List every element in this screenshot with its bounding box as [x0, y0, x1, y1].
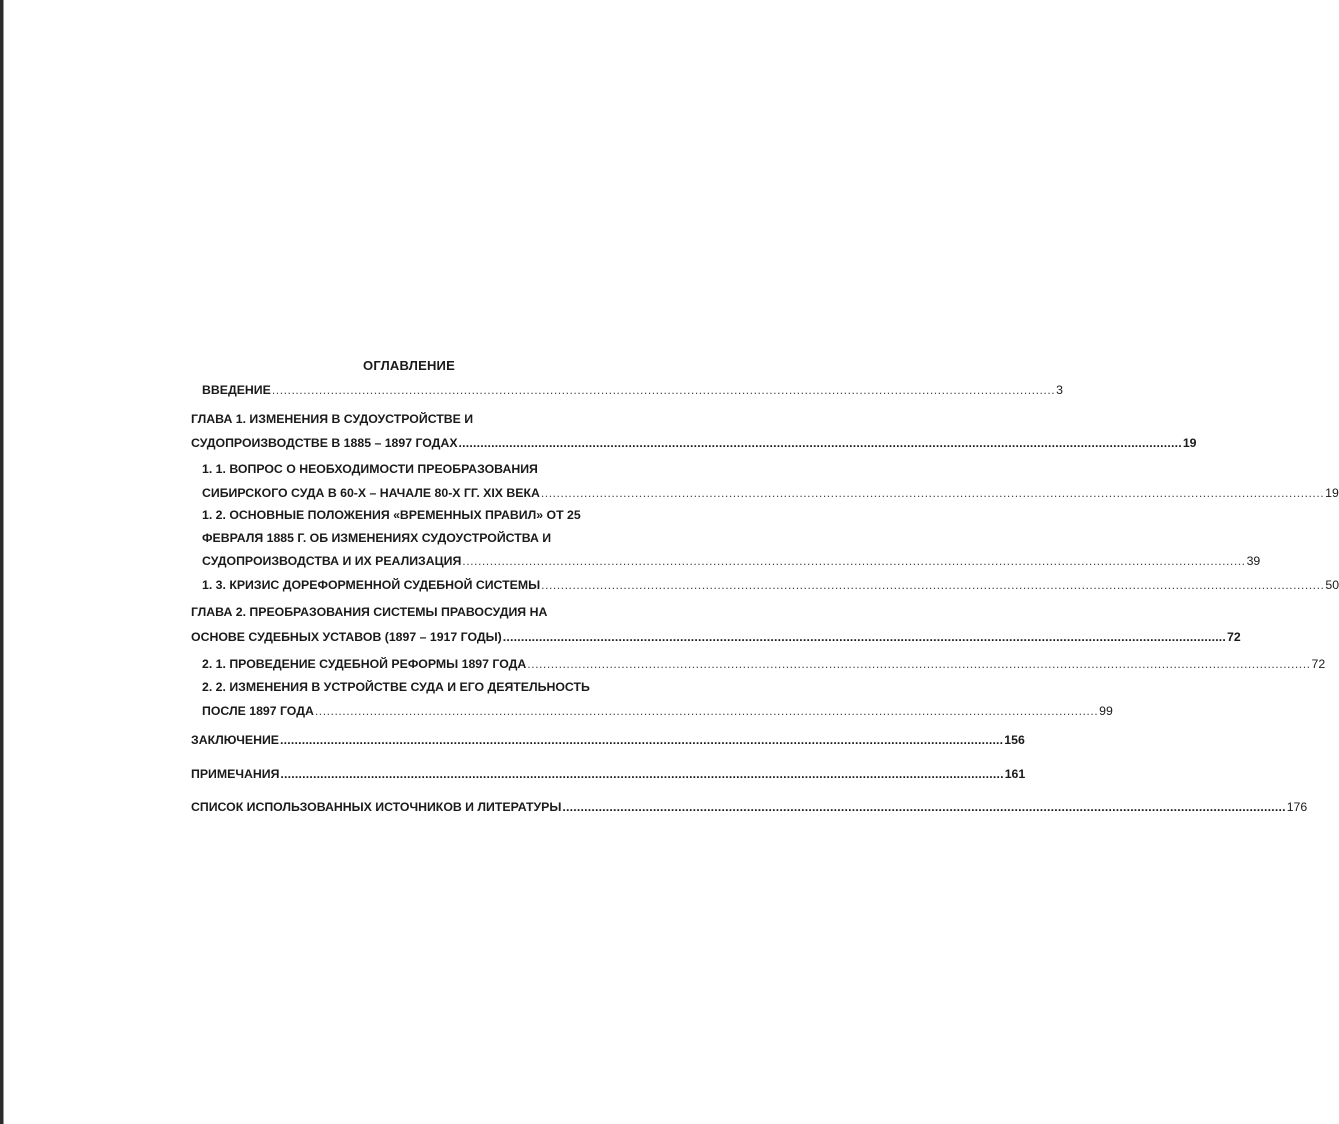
toc-section-1-2-line-1: 1. 2. ОСНОВНЫЕ ПОЛОЖЕНИЯ «ВРЕМЕННЫХ ПРАВИЛ» ОТ 25: [202, 508, 581, 522]
toc-page-number: 156: [1004, 733, 1025, 747]
toc-chapter-2-line-1: ГЛАВА 2. ПРЕОБРАЗОВАНИЯ СИСТЕМЫ ПРАВОСУДИЯ НА: [191, 605, 548, 619]
toc-chapter-1-line-1: ГЛАВА 1. ИЗМЕНЕНИЯ В СУДОУСТРОЙСТВЕ И: [191, 412, 474, 426]
toc-page-number: 72: [1227, 630, 1241, 644]
toc-entry-intro: [202, 381, 1063, 399]
toc-title: ОГЛАВЛЕНИЕ: [363, 358, 455, 373]
toc-entry-label: ВВЕДЕНИЕ: [202, 383, 271, 397]
toc-section-2-2-line-1: 2. 2. ИЗМЕНЕНИЯ В УСТРОЙСТВЕ СУДА И ЕГО ДЕЯТЕЛЬНОСТЬ: [202, 680, 590, 694]
toc-entry-conclusion: ЗАКЛЮЧЕНИЕ ........................................................................................................................................................................................................ 156: [191, 733, 1025, 747]
leader-dots: ........................................................................................................................................................................................................: [541, 578, 1325, 592]
toc-section-1-2-line-3: СУДОПРОИЗВОДСТВА И ИХ РЕАЛИЗАЦИЯ ........................................................................................................................................................................................................ 39: [202, 554, 1261, 568]
toc-page-number: 161: [1004, 767, 1026, 781]
toc-section-2-2-line-2: ПОСЛЕ 1897 ГОДА ........................................................................................................................................................................................................ 99: [202, 704, 1113, 718]
toc-page-number: 3: [1056, 383, 1063, 397]
leader-dots: ........................................................................................................................................................................................................: [502, 630, 1227, 644]
toc-page-number: 176: [1286, 800, 1308, 814]
toc-page-number: 50: [1325, 578, 1339, 592]
toc-section-1-1-line-2: СИБИРСКОГО СУДА В 60-Х – НАЧАЛЕ 80-Х ГГ. XIX ВЕКА ........................................................................................................................................................................................................ 19: [202, 486, 1339, 500]
toc-page-number: 72: [1311, 657, 1326, 671]
leader-dots: ........................................................................................................................................................................................................: [314, 704, 1099, 718]
toc-page-number: 99: [1099, 704, 1113, 718]
toc-entry-sources: СПИСОК ИСПОЛЬЗОВАННЫХ ИСТОЧНИКОВ И ЛИТЕРАТУРЫ ........................................................................................................................................................................................................ 176: [191, 800, 1308, 814]
leader-dots: ........................................................................................................................................................................................................: [562, 800, 1286, 814]
toc-chapter-1-line-2: СУДОПРОИЗВОДСТВЕ В 1885 – 1897 ГОДАХ ........................................................................................................................................................................................................ 19: [191, 436, 1197, 450]
leader-dots: ........................................................................................................................................................................................................: [280, 733, 1004, 747]
toc-chapter-2-line-2: ОСНОВЕ СУДЕБНЫХ УСТАВОВ (1897 – 1917 ГОДЫ) ........................................................................................................................................................................................................ 72: [191, 630, 1241, 644]
toc-section-1-2-line-2: ФЕВРАЛЯ 1885 Г. ОБ ИЗМЕНЕНИЯХ СУДОУСТРОЙСТВА И: [202, 531, 552, 545]
toc-section-1-1-line-1: 1. 1. ВОПРОС О НЕОБХОДИМОСТИ ПРЕОБРАЗОВАНИЯ: [202, 462, 538, 476]
leader-dots: ........................................................................................................................................................................................................: [271, 383, 1056, 397]
leader-dots: ........................................................................................................................................................................................................: [540, 486, 1325, 500]
toc-section-2-1: 2. 1. ПРОВЕДЕНИЕ СУДЕБНОЙ РЕФОРМЫ 1897 ГОДА ........................................................................................................................................................................................................ 72: [202, 657, 1326, 671]
leader-dots: ........................................................................................................................................................................................................: [280, 767, 1004, 781]
toc-section-1-3: 1. 3. КРИЗИС ДОРЕФОРМЕННОЙ СУДЕБНОЙ СИСТЕМЫ ........................................................................................................................................................................................................ 50: [202, 578, 1339, 592]
leader-dots: ........................................................................................................................................................................................................: [462, 554, 1246, 568]
leader-dots: ........................................................................................................................................................................................................: [527, 657, 1311, 671]
toc-page-number: 19: [1325, 486, 1339, 500]
leader-dots: ........................................................................................................................................................................................................: [458, 436, 1182, 450]
toc-page-number: 19: [1182, 436, 1197, 450]
toc-entry-notes: ПРИМЕЧАНИЯ ........................................................................................................................................................................................................ 161: [191, 767, 1026, 781]
toc-page-number: 39: [1246, 554, 1261, 568]
